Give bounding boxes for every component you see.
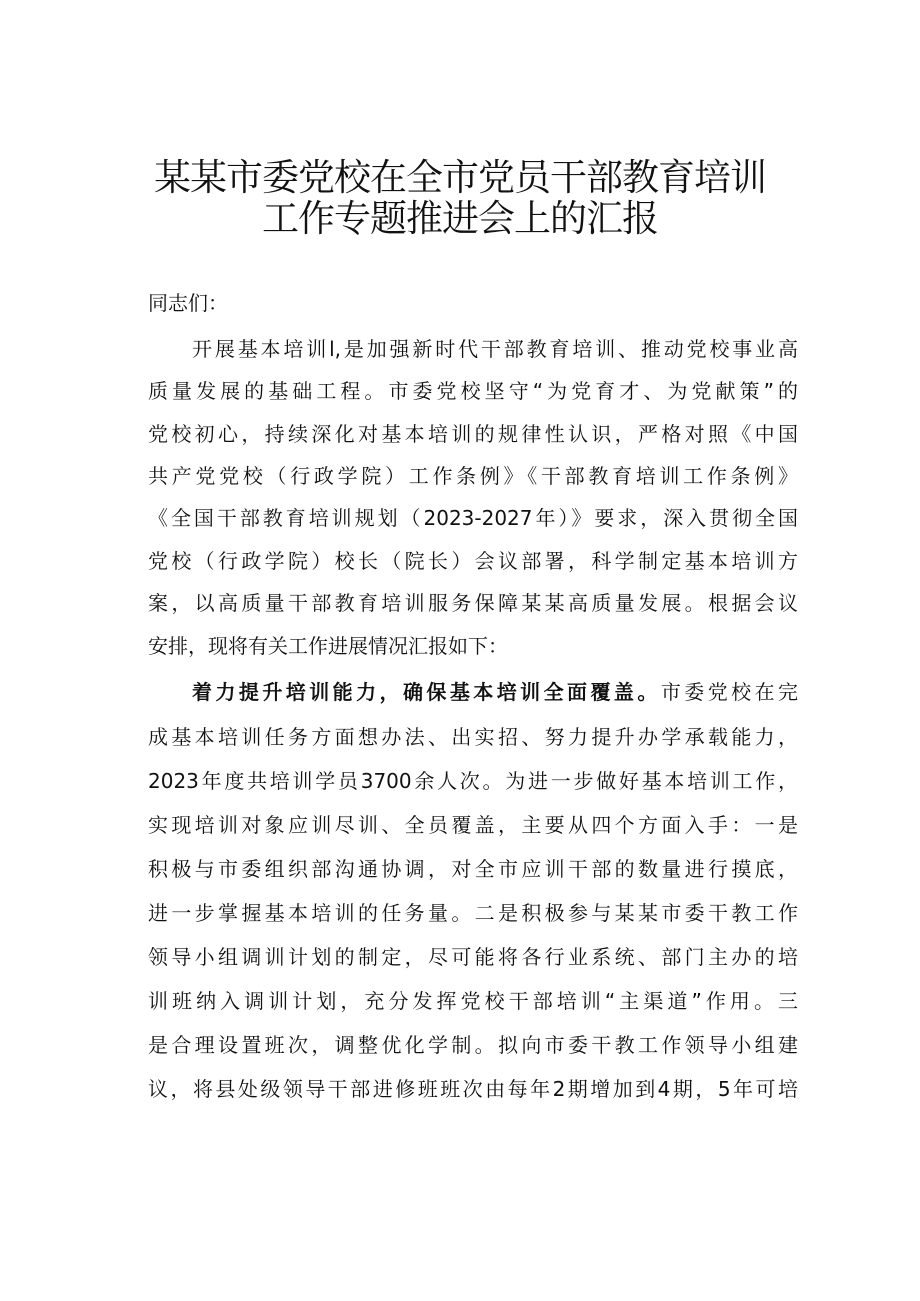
paragraph-1-line: 共产党党校（行政学院）工作条例》《干部教育培训工作条例》 xyxy=(148,464,798,488)
paragraph-2-line: 是合理设置班次，调整优化学制。拟向市委干教工作领导小组建 xyxy=(148,1033,798,1057)
paragraph-1-line: 安排，现将有关工作进展情况汇报如下： xyxy=(148,634,508,658)
paragraph-1-line: 《全国干部教育培训规划（2023-2027年）》要求，深入贯彻全国 xyxy=(148,506,798,530)
paragraph-2-line: 议，将县处级领导干部进修班班次由每年2期增加到4期，5年可培 xyxy=(148,1077,798,1101)
paragraph-1-line: 案，以高质量干部教育培训服务保障某某高质量发展。根据会议 xyxy=(148,591,798,615)
paragraph-1-line: 党校（行政学院）校长（院长）会议部署，科学制定基本培训方 xyxy=(148,549,798,573)
paragraph-2-line: 2023年度共培训学员3700余人次。为进一步做好基本培训工作， xyxy=(148,769,798,793)
paragraph-1-line: 开展基本培训l,是加强新时代干部教育培训、推动党校事业高 xyxy=(192,337,798,361)
paragraph-2-first-line xyxy=(192,677,798,723)
salutation: 同志们： xyxy=(148,291,228,315)
paragraph-2-line: 实现培训对象应训尽训、全员覆盖，主要从四个方面入手：一是 xyxy=(148,813,798,837)
paragraph-1-line: 党校初心，持续深化对基本培训的规律性认识，严格对照《中国 xyxy=(148,422,798,446)
paragraph-2-heading: 着力提升培训能力，确保基本培训全面覆盖。 xyxy=(192,680,661,704)
document-title-line-2: 工作专题推进会上的汇报 xyxy=(262,197,658,240)
paragraph-2-line: 积极与市委组织部沟通协调，对全市应训干部的数量进行摸底， xyxy=(148,857,798,881)
document-title-line-1: 某某市委党校在全市党员干部教育培训 xyxy=(154,156,766,199)
paragraph-2-line: 训班纳入调训计划，充分发挥党校干部培训“主渠道”作用。三 xyxy=(148,989,798,1013)
paragraph-2-line: 领导小组调训计划的制定，尽可能将各行业系统、部门主办的培 xyxy=(148,945,798,969)
paragraph-1-line: 质量发展的基础工程。市委党校坚守“为党育才、为党献策”的 xyxy=(148,379,798,403)
paragraph-2-line: 进一步掌握基本培训的任务量。二是积极参与某某市委干教工作 xyxy=(148,901,798,925)
paragraph-2-first-rest: 市委党校在完 xyxy=(660,680,799,704)
paragraph-2-line: 成基本培训任务方面想办法、出实招、努力提升办学承载能力， xyxy=(148,725,798,749)
